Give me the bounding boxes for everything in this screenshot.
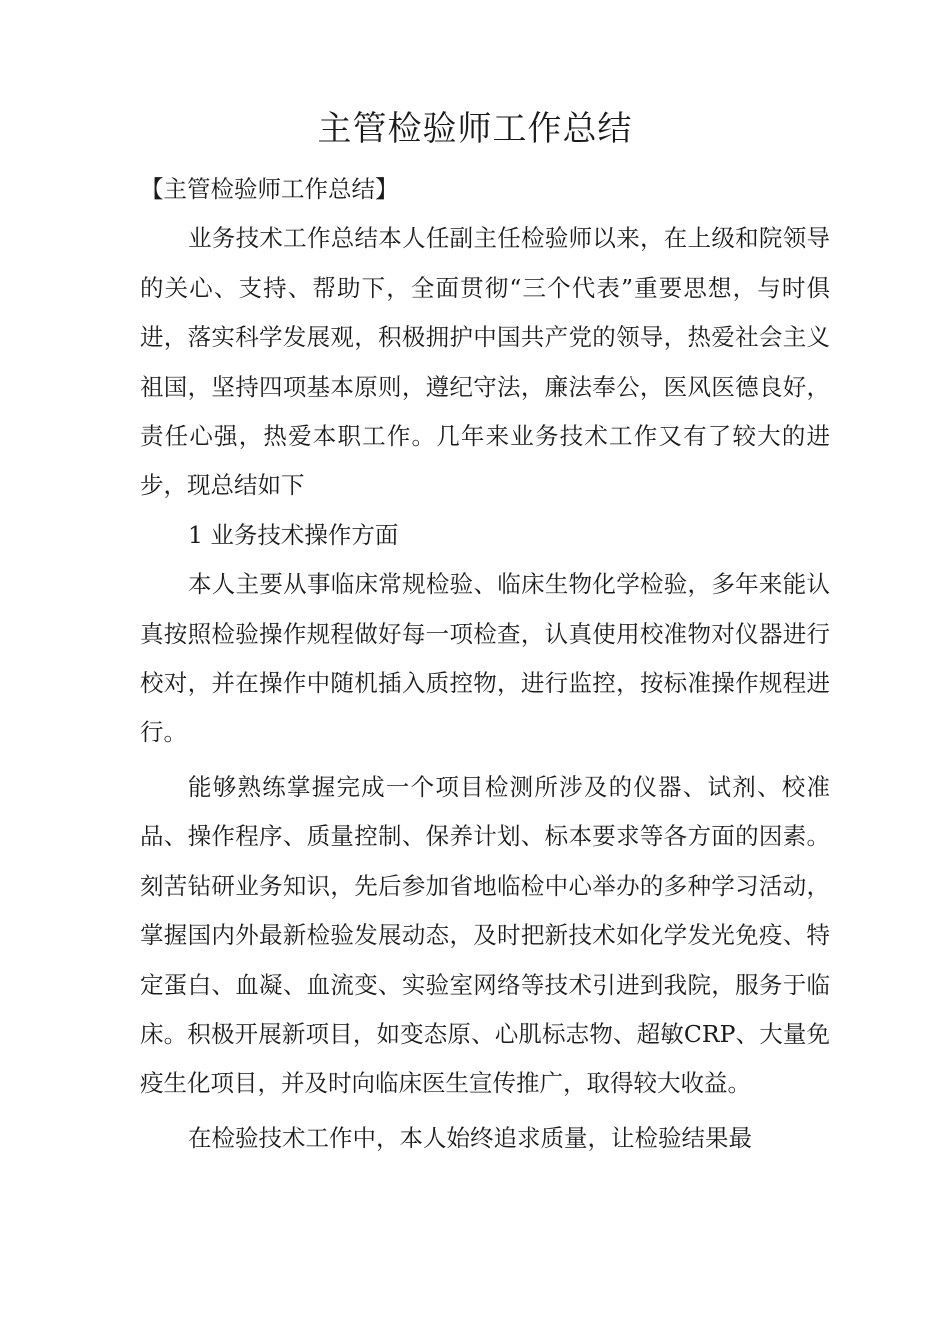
paragraph-operations: 本人主要从事临床常规检验、临床生物化学检验，多年来能认真按照检验操作规程做好每一项检查，认真使用校准物对仪器进行校对，并在操作中随机插入质控物，进行监控，按标准操作规程进行。 bbox=[140, 570, 830, 747]
paragraph-intro: 业务技术工作总结本人任副主任检验师以来，在上级和院领导的关心、支持、帮助下，全面贯彻“三个代表”重要思想，与时俱进，落实科学发展观，积极拥护中国共产党的领导，热爱社会主义祖国，坚持四项基本原则，遵纪守法，廉法奉公，医风医德良好，责任心强，热爱本职工作。几年来业务技术工作又有了较大的进步，现总结如下 bbox=[140, 224, 830, 500]
paragraph-quality: 在检验技术工作中，本人始终追求质量，让检验结果最 bbox=[188, 1123, 752, 1152]
paragraph-skills: 能够熟练掌握完成一个项目检测所涉及的仪器、试剂、校准品、操作程序、质量控制、保养计划、标本要求等各方面的因素。刻苦钻研业务知识，先后参加省地临检中心举办的多种学习活动，掌握国内外最新检验发展动态，及时把新技术如化学发光免疫、特定蛋白、血凝、血流变、实验室网络等技术引进到我院，服务于临床。积极开展新项目，如变态原、心肌标志物、超敏CRP、大量免疫生化项目，并及时向临床医生宣传推广，取得较大收益。 bbox=[140, 772, 830, 1098]
document-subtitle: 【主管检验师工作总结】 bbox=[140, 175, 399, 203]
document-body bbox=[140, 165, 830, 1163]
section-heading-operations: 1 业务技术操作方面 bbox=[188, 520, 399, 549]
document-title: 主管检验师工作总结 bbox=[317, 109, 633, 149]
